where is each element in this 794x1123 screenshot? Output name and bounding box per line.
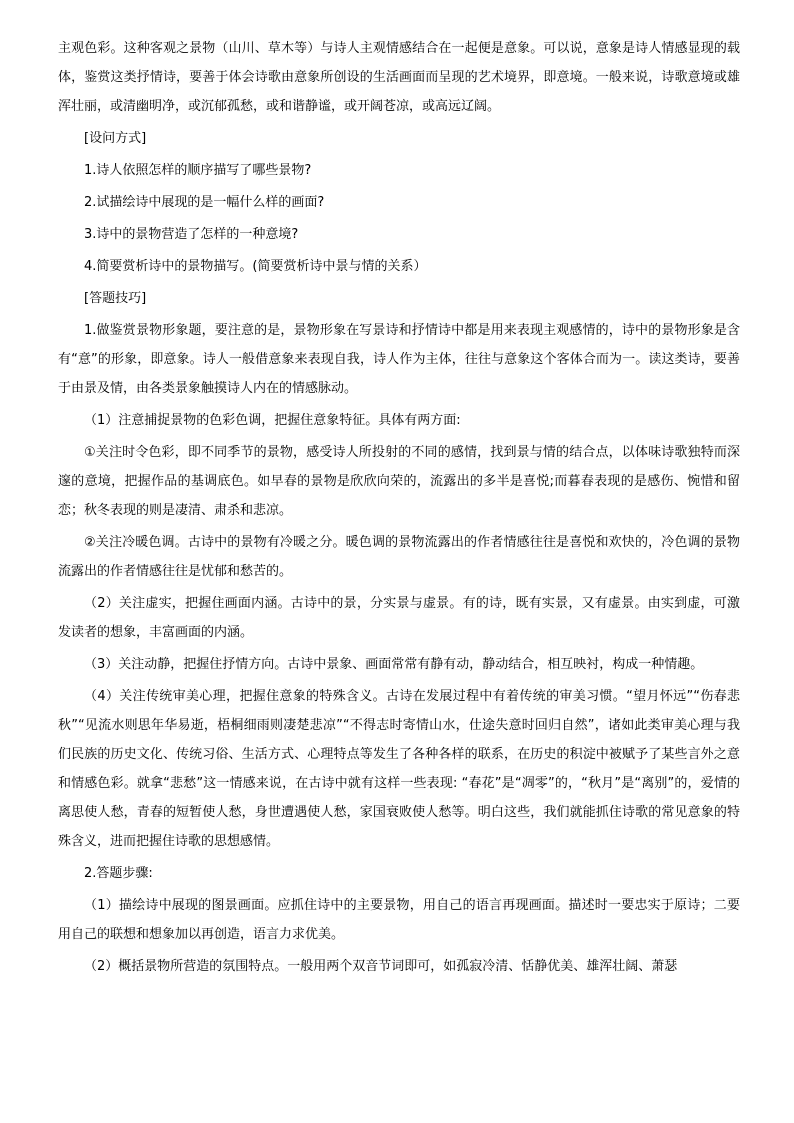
question-3: 3.诗中的景物营造了怎样的一种意境? (84, 227, 299, 242)
question-1: 1.诗人依照怎样的顺序描写了哪些景物? (84, 163, 312, 178)
tip-1: 1.做鉴赏景物形象题，要注意的是，景物形象在写景诗和抒情诗中都是用来表现主观感情的，诗中的景物形象是含有“意”的形象，即意象。诗人一般借意象来表现自我，诗人作为主体，往往与意象这个客体合而为一。读这类诗，要善于由景及情，由各类景象触摸诗人内在的情感脉动。 (58, 323, 740, 396)
question-2: 2.试描绘诗中展现的是一幅什么样的画面? (84, 195, 325, 210)
paragraph-intro: 主观色彩。这种客观之景物（山川、草木等）与诗人主观情感结合在一起便是意象。可以说，意象是诗人情感显现的载体，鉴赏这类抒情诗，要善于体会诗歌由意象所创设的生活画面而呈现的艺术境界，即意境。一般来说，诗歌意境或雄浑壮丽，或清幽明净，或沉郁孤愁，或和谐静谧，或开阔苍凉，或高远辽阔。 (58, 41, 740, 114)
step-1: （1）描绘诗中展现的图景画面。应抓住诗中的主要景物，用自己的语言再现画面。描述时一要忠实于原诗；二要用自己的联想和想象加以再创造，语言力求优美。 (58, 898, 740, 942)
heading-answer-steps: 2.答题步骤: (84, 866, 153, 881)
heading-answer-tips: [答题技巧] (84, 291, 147, 306)
tip-1-point-2: （2）关注虚实，把握住画面内涵。古诗中的景，分实景与虚景。有的诗，既有实景，又有虚景。由实到虚，可激发读者的想象，丰富画面的内涵。 (58, 596, 740, 640)
tip-warm-cool-tones: ②关注冷暖色调。古诗中的景物有冷暖之分。暖色调的景物流露出的作者情感往往是喜悦和欢快的，冷色调的景物流露出的作者情感往往是忧郁和愁苦的。 (58, 535, 740, 579)
question-4: 4.简要赏析诗中的景物描写。(简要赏析诗中景与情的关系） (84, 259, 427, 274)
step-2: （2）概括景物所营造的氛围特点。一般用两个双音节词即可，如孤寂冷清、恬静优美、雄浑壮阔、萧瑟 (84, 959, 678, 974)
document-page (58, 34, 740, 981)
tip-1-point-3: （3）关注动静，把握住抒情方向。古诗中景象、画面常常有静有动，静动结合，相互映衬，构成一种情趣。 (84, 657, 704, 672)
tip-seasonal-colors: ①关注时令色彩，即不同季节的景物，感受诗人所投射的不同的感情，找到景与情的结合点，以体味诗歌独特而深邃的意境，把握作品的基调底色。如早春的景物是欣欣向荣的，流露出的多半是喜悦;而暮春表现的是感伤、惋惜和留恋；秋冬表现的则是凄清、肃杀和悲凉。 (58, 445, 740, 518)
tip-1-point-4: （4）关注传统审美心理，把握住意象的特殊含义。古诗在发展过程中有着传统的审美习惯。“望月怀远”“伤春悲秋”“见流水则思年华易逝，梧桐细雨则凄楚悲凉”“不得志时寄情山水，仕途失意时回归自然”，诸如此类审美心理与我们民族的历史文化、传统习俗、生活方式、心理特点等发生了各种各样的联系，在历史的积淀中被赋予了某些言外之意和情感色彩。就拿“悲愁”这一情感来说，在古诗中就有这样一些表现: “春花”是“凋零”的，“秋月”是“离别”的，爱情的离思使人愁，青春的短暂使人愁，身世遭遇使人愁，家国衰败使人愁等。明白这些，我们就能抓住诗歌的常见意象的特殊含义，进而把握住诗歌的思想感情。 (58, 689, 740, 849)
heading-question-types: [设问方式] (84, 131, 147, 146)
tip-1-point-1: （1）注意捕捉景物的色彩色调，把握住意象特征。具体有两方面: (84, 413, 461, 428)
